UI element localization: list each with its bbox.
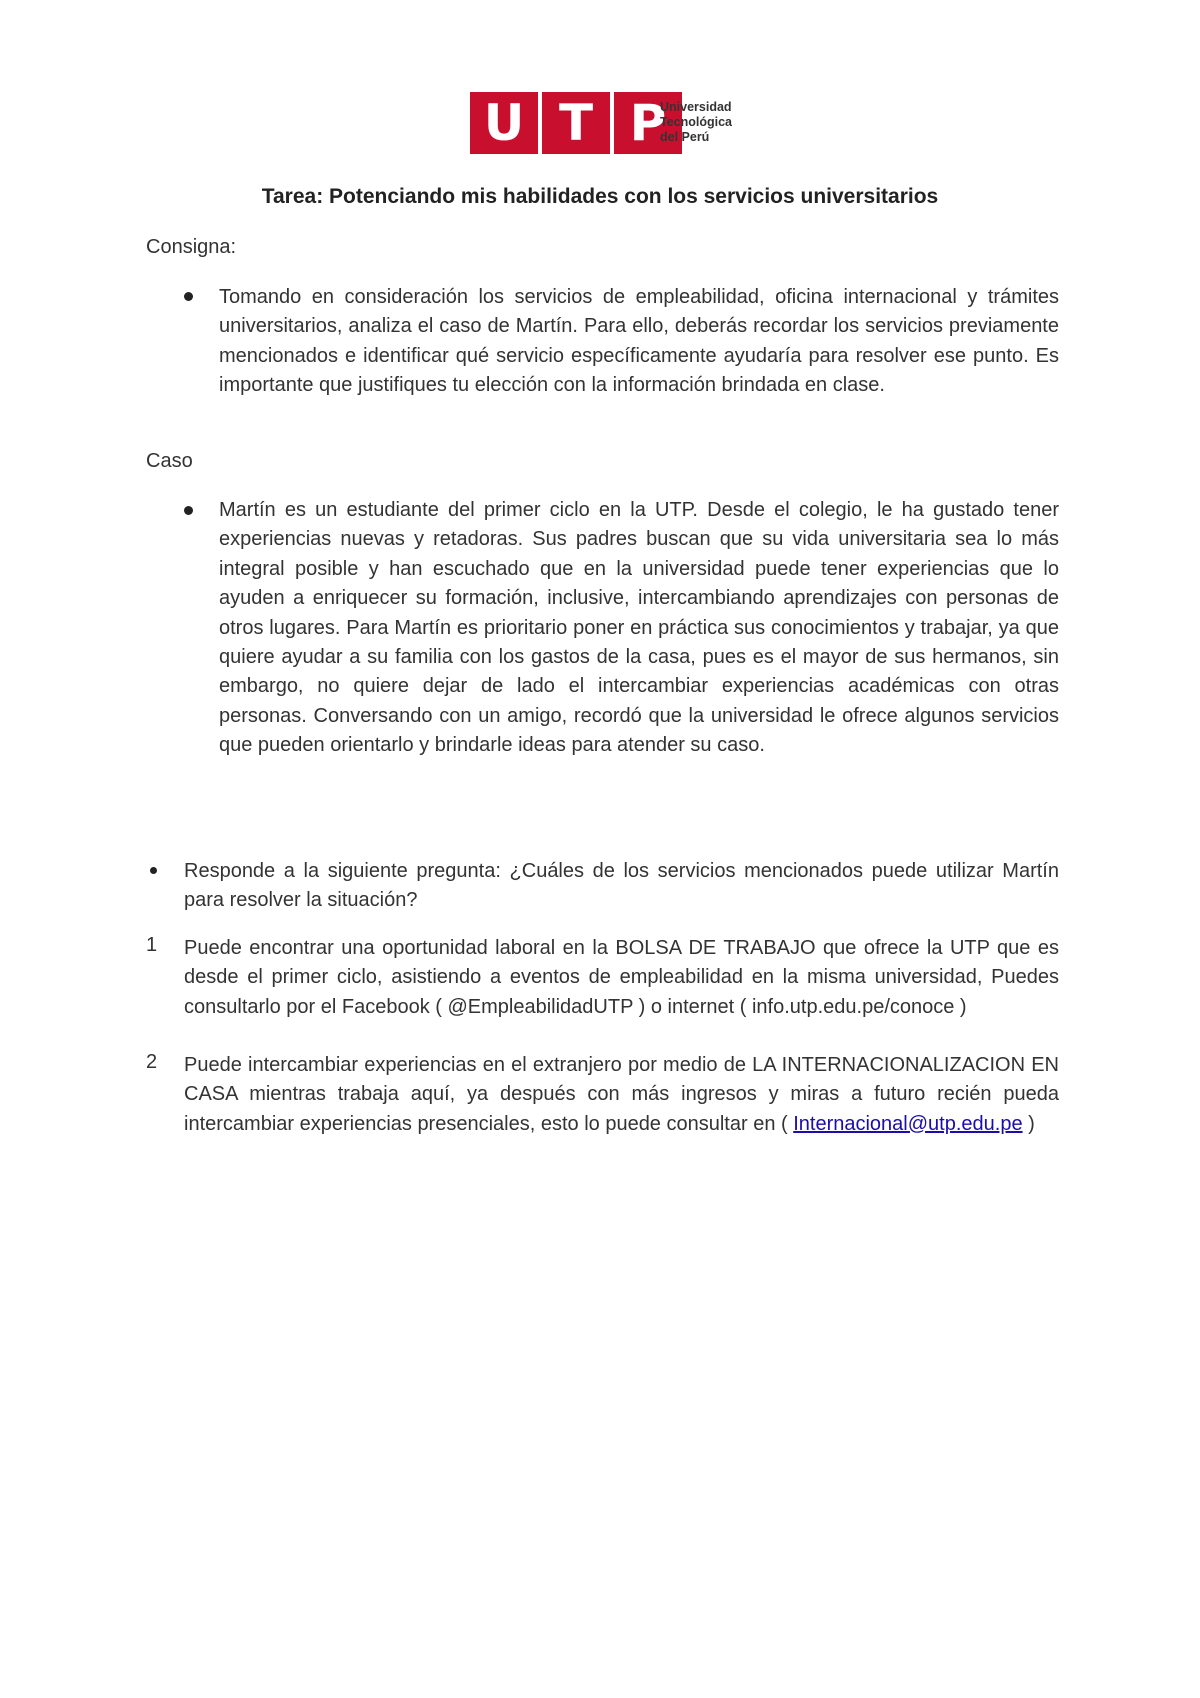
bullet-icon <box>150 867 157 874</box>
caso-label: Caso <box>146 450 193 472</box>
logo-text-line: Tecnológica <box>660 115 733 129</box>
consigna-bullet-text: Tomando en consideración los servicios de empleabilidad, oficina internacional y trámites universitarios, analiza el caso de Martín. Para ello, deberás recordar los servicios previamente mencionados e identificar qué servicio específicamente ayudaría para resolver ese punto. Es importante que justifiques tu elección con la información brindada en clase. <box>219 286 1059 397</box>
answer-number: 1 <box>146 934 158 956</box>
answer-2-text-before: Puede intercambiar experiencias en el extranjero por medio de LA INTERNACIONALIZACION EN CASA mientras trabaja aquí, ya después con más ingresos y miras a futuro recién pueda intercambiar experiencias presenciales, esto lo puede consultar en ( <box>184 1054 1059 1135</box>
bullet-icon <box>184 292 193 301</box>
internacional-email-link[interactable]: Internacional@utp.edu.pe <box>793 1112 1023 1135</box>
consigna-label: Consigna: <box>146 236 237 258</box>
page-title: Tarea: Potenciando mis habilidades con los servicios universitarios <box>261 185 939 208</box>
answer-2-text-after: ) <box>1022 1112 1035 1135</box>
logo-text-line: Universidad <box>660 100 732 114</box>
logo-university-name <box>660 100 770 145</box>
utp-logo <box>470 92 760 154</box>
logo-text-line: del Perú <box>660 130 710 144</box>
answer-1-text: Puede encontrar una oportunidad laboral en la BOLSA DE TRABAJO que ofrece la UTP que es desde el primer ciclo, asistiendo a eventos de empleabilidad en la misma universidad, Puedes consultarlo por el Facebook ( @EmpleabilidadUTP ) o internet ( info.utp.edu.pe/conoce ) <box>184 937 1059 1018</box>
answer-number: 2 <box>146 1051 158 1073</box>
logo-letter-p: P <box>614 92 682 154</box>
bullet-icon <box>184 506 193 515</box>
question-text: Responde a la siguiente pregunta: ¿Cuáles de los servicios mencionados puede utilizar Martín para resolver la situación? <box>184 860 1059 912</box>
answer-2-text <box>184 1051 1059 1139</box>
logo-letter-t: T <box>542 92 610 154</box>
logo-letter-u: U <box>470 92 538 154</box>
caso-bullet-text: Martín es un estudiante del primer ciclo en la UTP. Desde el colegio, le ha gustado tener experiencias nuevas y retadoras. Sus padres buscan que su vida universitaria sea lo más integral posible y han escuchado que en la universidad puede tener experiencias que lo ayuden a enriquecer su formación, inclusive, intercambiando aprendizajes con personas de otros lugares. Para Martín es prioritario poner en práctica sus conocimientos y trabajar, ya que quiere ayudar a su familia con los gastos de la casa, pues es el mayor de sus hermanos, sin embargo, no quiere dejar de lado el intercambiar experiencias académicas con otras personas. Conversando con un amigo, recordó que la universidad le ofrece algunos servicios que pueden orientarlo y brindarle ideas para atender su caso. <box>219 499 1059 757</box>
